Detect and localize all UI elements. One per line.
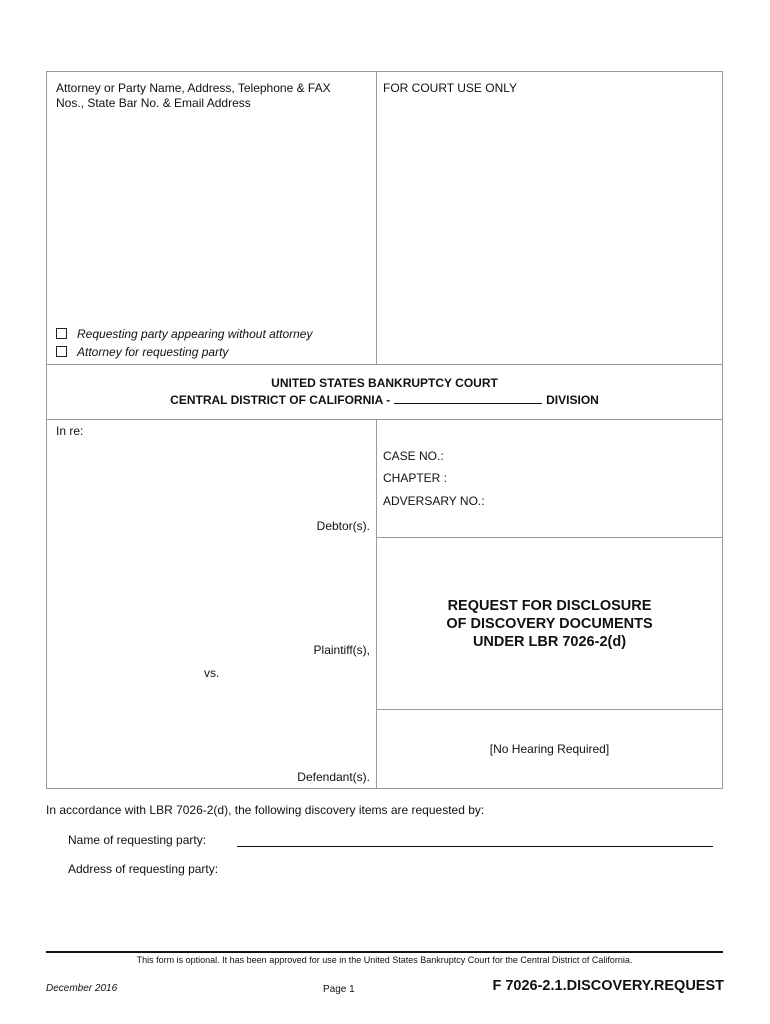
document-title-line1: REQUEST FOR DISCLOSURE — [447, 598, 652, 614]
court-use-label: FOR COURT USE ONLY — [383, 81, 518, 95]
court-division-suffix: DIVISION — [546, 393, 599, 407]
checkbox-without-attorney-row — [56, 327, 312, 341]
checkbox-attorney-row — [56, 345, 228, 359]
document-title-line3: UNDER LBR 7026-2(d) — [472, 634, 627, 650]
document-title-line2: OF DISCOVERY DOCUMENTS — [446, 616, 653, 632]
defendant-label: Defendant(s). — [297, 770, 370, 784]
in-re-label: In re: — [56, 424, 84, 438]
footer-rule — [46, 951, 723, 953]
footer-notice: This form is optional. It has been approved for use in the United States Bankruptcy Court for the Central District of California. — [136, 955, 633, 965]
court-header-top-line — [46, 364, 723, 365]
hearing-note: [No Hearing Required] — [489, 742, 610, 756]
top-divider — [376, 71, 377, 364]
attorney-label-line1: Attorney or Party Name, Address, Telephone & FAX — [56, 81, 331, 95]
debtor-label: Debtor(s). — [316, 519, 370, 533]
plaintiff-label: Plaintiff(s), — [313, 643, 370, 657]
vs-label: vs. — [204, 666, 220, 680]
case-info-bottom-line — [376, 537, 723, 538]
adversary-no-label: ADVERSARY NO.: — [383, 494, 485, 508]
footer-form-id: F 7026-2.1.DISCOVERY.REQUEST — [492, 978, 724, 994]
title-bottom-line — [376, 709, 723, 710]
attorney-label-line2: Nos., State Bar No. & Email Address — [56, 96, 251, 110]
address-label: Address of requesting party: — [68, 862, 219, 876]
caption-box — [46, 71, 723, 789]
checkbox-attorney-label: Attorney for requesting party — [77, 345, 229, 359]
chapter-label: CHAPTER : — [383, 471, 448, 485]
checkbox-attorney[interactable] — [56, 346, 67, 357]
attorney-label — [56, 81, 331, 111]
document-title — [376, 597, 723, 651]
name-input-line[interactable] — [237, 846, 713, 847]
court-district-prefix: CENTRAL DISTRICT OF CALIFORNIA - — [170, 393, 391, 407]
court-name: UNITED STATES BANKRUPTCY COURT — [271, 376, 498, 390]
footer-date: December 2016 — [46, 983, 118, 994]
name-label: Name of requesting party: — [68, 833, 207, 847]
checkbox-without-attorney-label: Requesting party appearing without attorney — [77, 327, 313, 341]
checkbox-without-attorney[interactable] — [56, 328, 67, 339]
intro-text: In accordance with LBR 7026-2(d), the following discovery items are requested by: — [46, 803, 485, 817]
footer-page: Page 1 — [323, 984, 355, 995]
case-no-label: CASE NO.: — [383, 449, 444, 463]
division-blank[interactable] — [394, 393, 542, 404]
court-header-bottom-line — [46, 419, 723, 420]
court-district-line — [46, 393, 723, 407]
